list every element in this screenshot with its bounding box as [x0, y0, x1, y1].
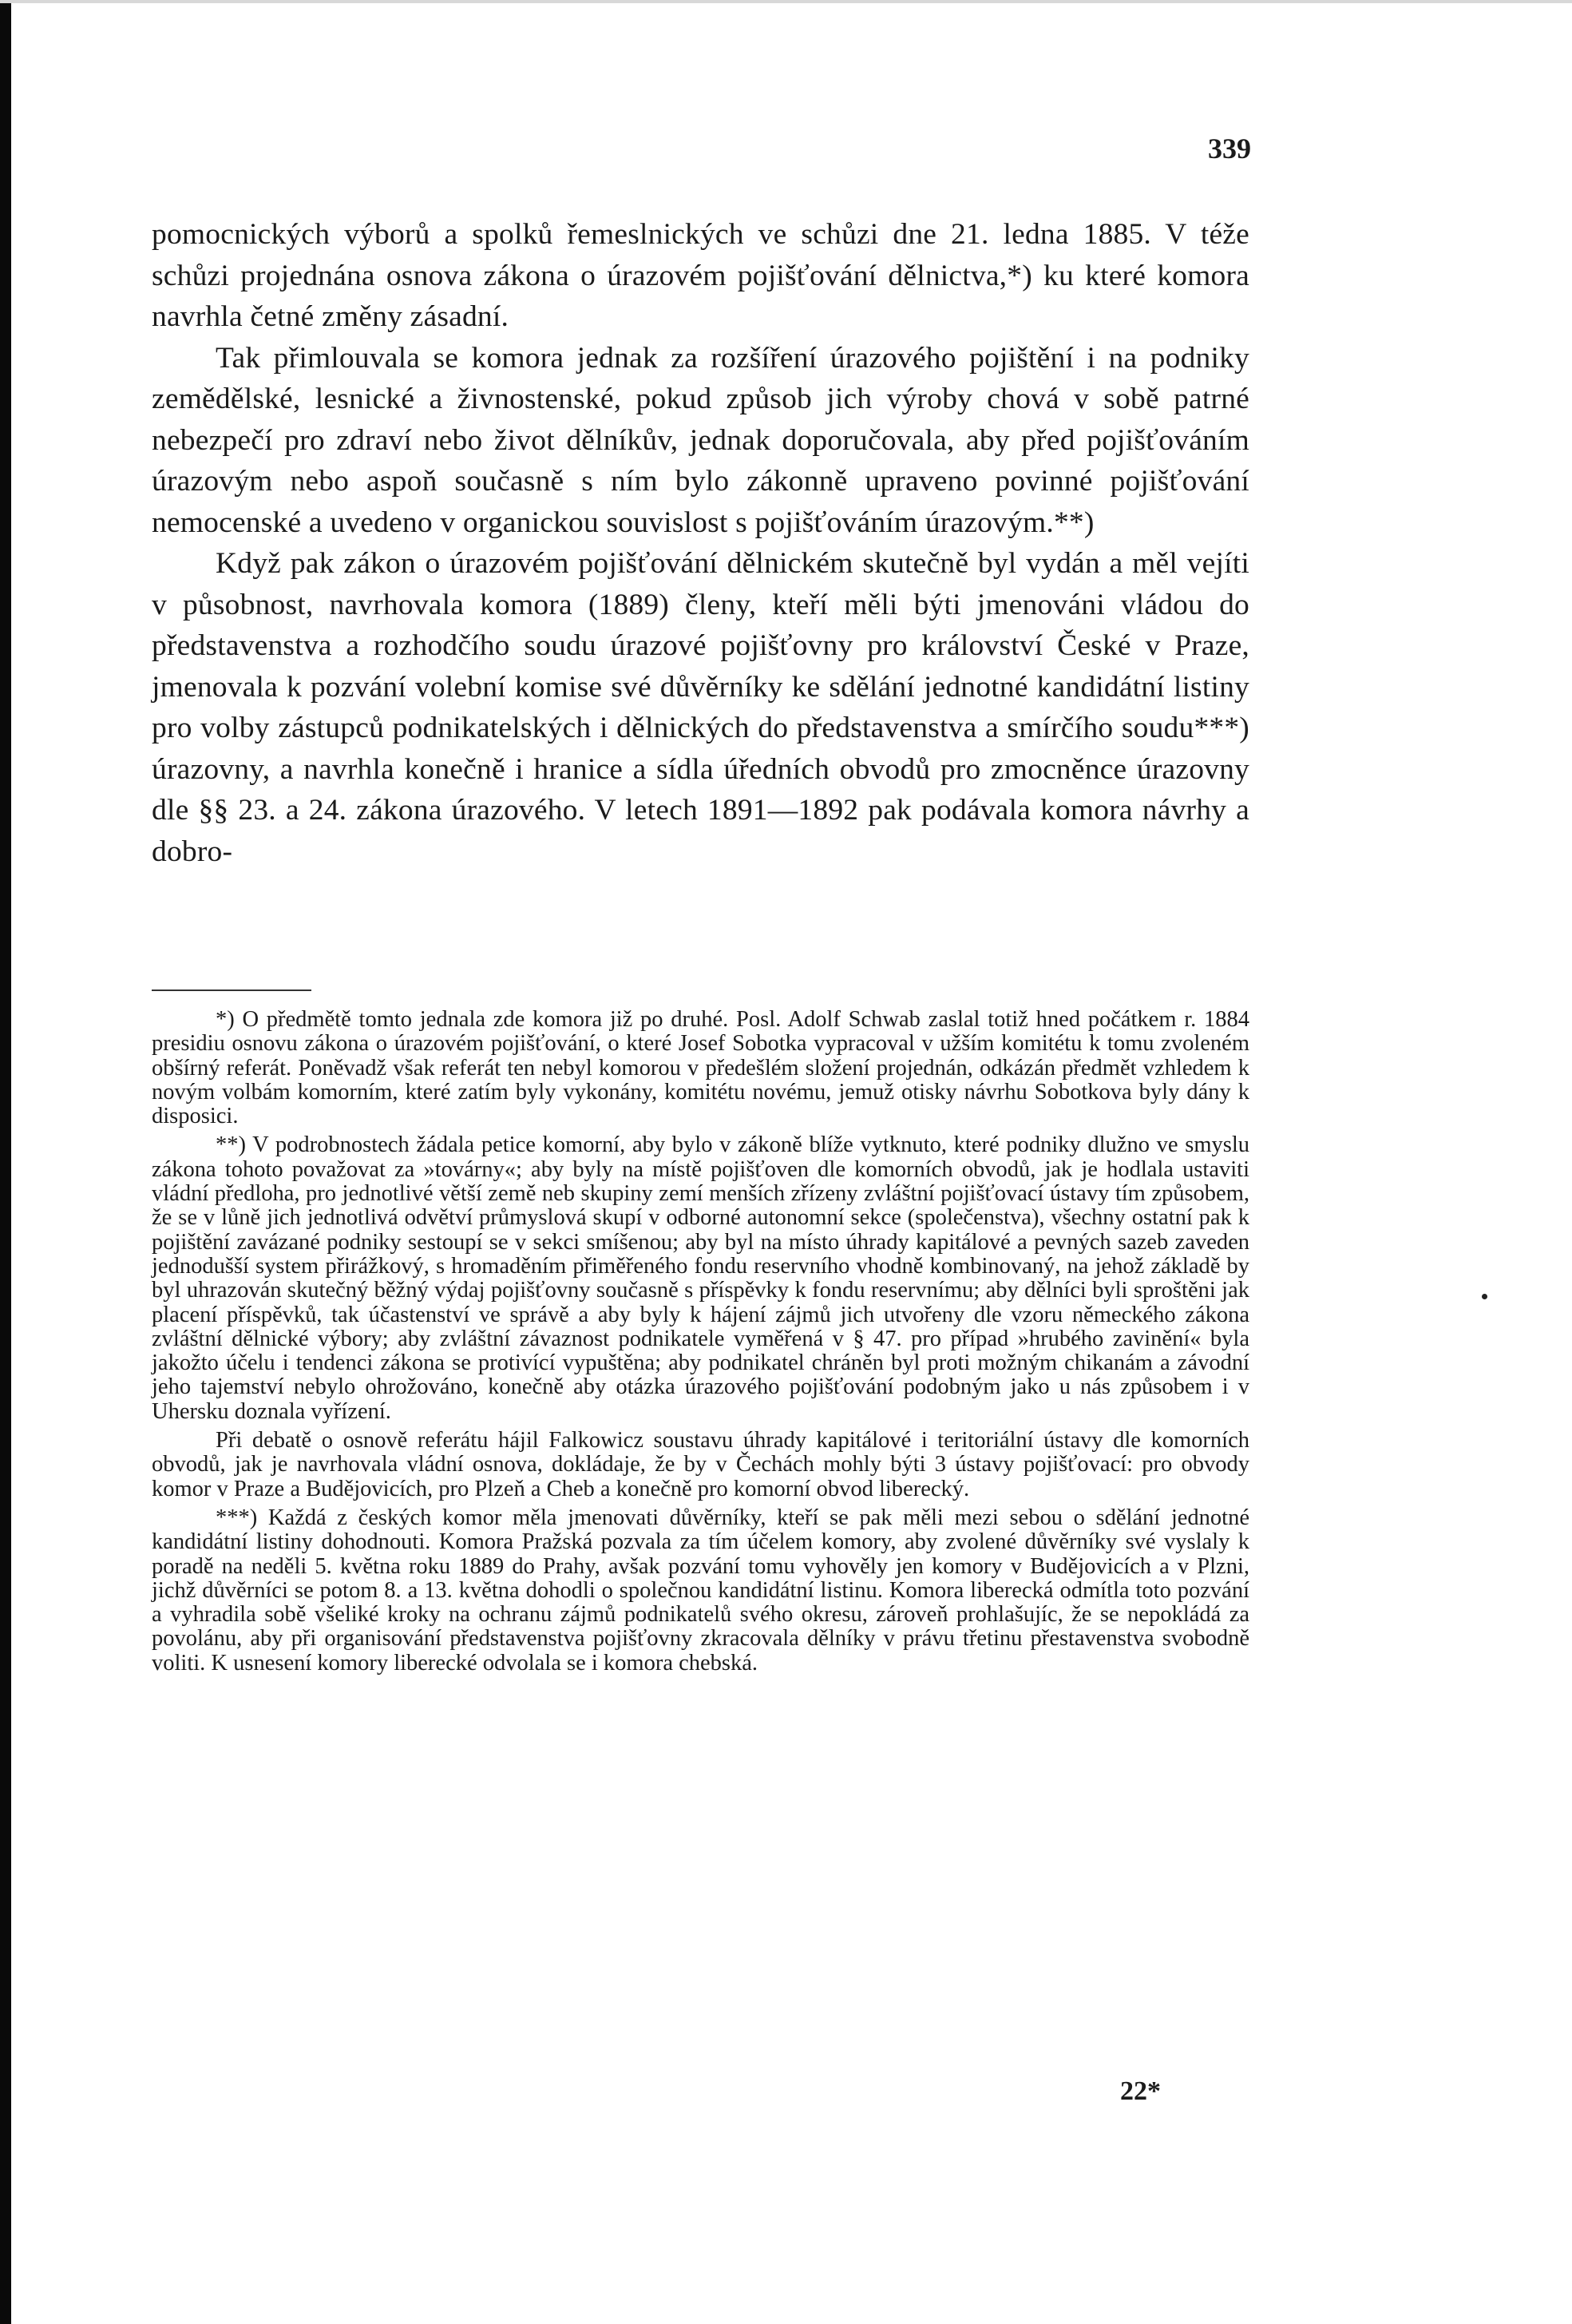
footnote-3: ***) Každá z českých komor měla jmenovati důvěrníky, kteří se pak měli mezi sebou o sdělání jednotné kandidátní listiny dohodnouti. Komora Pražská pozvala za tím účelem komory, aby zvolené důvěrníky své vyslaly k poradě na neděli 5. května roku 1889 do Prahy, avšak pozvání tomu vyhověly jen komory v Budějovicích a v Plzni, jichž důvěrníci se potom 8. a 13. května dohodli o společnou kandidátní listinu. Komora liberecká odmítla toto pozvání a vyhradila sobě všeliké kroky na ochranu zájmů podnikatelů svého okresu, zároveň prohlašujíc, že se nepokládá za povolánu, aby při organisování představenstva pojišťovny zkracovala dělníky v právu třetinu přestavenstva svobodně voliti. K usnesení komory liberecké odvolala se i komora chebská.: [152, 1505, 1249, 1676]
scan-border-left: [0, 0, 11, 2324]
footnotes: [152, 1008, 1249, 1680]
footnote-2-continuation: Při debatě o osnově referátu hájil Falkowicz soustavu úhrady kapitálové i teritoriální ústavy dle komorních obvodů, jak je navrhovala vládní osnova, dokládaje, že by v Čechách mohly býti 3 ústavy pojišťovací: pro obvody komor v Praze a Budějovicích, pro Plzeň a Cheb a konečně pro komorní obvod liberecký.: [152, 1428, 1249, 1501]
footnote-2: **) V podrobnostech žádala petice komorní, aby bylo v zákoně blíže vytknuto, které podniky dlužno ve smyslu zákona tohoto považovat za »továrny«; aby byly na místě pojišťoven dle komorních obvodů, jak je hodlala ustaviti vládní předloha, pro jednotlivé větší země neb skupiny zemí menších zřízeny zvláštní pojišťovací ústavy tím způsobem, že se v lůně jich jednotlivá odvětví průmyslová skupí v odborné autonomní sekce (společenstva), všechny ostatní pak k pojištění zavázané podniky sestoupí se v sekci smíšenou; aby byl na místo úhrady kapitálové a pevných sazeb zaveden jednodušší system přirážkový, s hromaděním přiměřeného fondu reservního vhodně kombinovaný, na jehož základě by byl uhrazován skutečný běžný výdaj pojišťovny současně s příspěvky k fondu reservnímu; aby dělníci byli sproštěni jak placení příspěvků, tak účastenství ve správě a aby byly k hájení zájmů jich utvořeny dle vzoru německého zákona zvláštní dělnické výbory; aby zvláštní závaznost podnikatele vyměřená v § 47. pro případ »hrubého zavinění« byla jakožto účelu i tendenci zákona se protivící vypuštěna; aby podnikatel chráněn byl proti možným chikanám a závodní jeho tajemství nebylo ohrožováno, konečně aby otázka úrazového pojišťování podobným jako u nás způsobem i v Uhersku doznala vyřízení.: [152, 1132, 1249, 1424]
paragraph-2: Tak přimlouvala se komora jednak za rozšíření úrazového pojištění i na podniky zemědělské, lesnické a živnostenské, pokud způsob jich výroby chová v sobě patrné nebezpečí pro zdraví nebo život dělníkův, jednak doporučovala, aby před pojišťováním úrazovým nebo aspoň současně s ním bylo zákonně upraveno povinné pojišťování nemocenské a uvedeno v organickou souvislost s pojišťováním úrazovým.**): [152, 341, 1249, 539]
signature-mark: 22*: [1120, 2076, 1161, 2106]
page-number: 339: [1208, 133, 1251, 165]
paragraph-1: pomocnických výborů a spolků řemeslnických ve schůzi dne 21. ledna 1885. V téže schůzi projednána osnova zákona o úrazovém pojišťování dělnictva,*) ku které komora navrhla četné změny zásadní.: [152, 218, 1249, 333]
scan-border-top: [0, 0, 1572, 3]
paragraph-3: Když pak zákon o úrazovém pojišťování dělnickém skutečně byl vydán a měl vejíti v působnost, navrhovala komora (1889) členy, kteří měli býti jmenováni vládou do představenstva a rozhodčího soudu úrazové pojišťovny pro království České v Praze, jmenovala k pozvání volební komise své důvěrníky ke sdělání jednotné kandidátní listiny pro volby zástupců podnikatelských i dělnických do představenstva a smírčího soudu***) úrazovny, a navrhla konečně i hranice a sídla úředních obvodů pro zmocněnce úrazovny dle §§ 23. a 24. zákona úrazového. V letech 1891—1892 pak podávala komora návrhy a dobro-: [152, 547, 1249, 868]
main-text: [152, 214, 1249, 872]
footnote-separator: [152, 989, 311, 991]
scan-speck: [1482, 1294, 1487, 1299]
footnote-1: *) O předmětě tomto jednala zde komora již po druhé. Posl. Adolf Schwab zaslal totiž hned počátkem r. 1884 presidiu osnovu zákona o úrazovém pojišťování, o které Josef Sobotka vypracoval v užším komitétu k tomu zvoleném obšírný referát. Poněvadž však referát ten nebyl komorou v předešlém složení projednán, odkázán předmět vzhledem k novým volbám komorním, které zatím byly vykonány, komitétu novému, jemuž otisky návrhu Sobotkova byly dány k disposici.: [152, 1007, 1249, 1129]
